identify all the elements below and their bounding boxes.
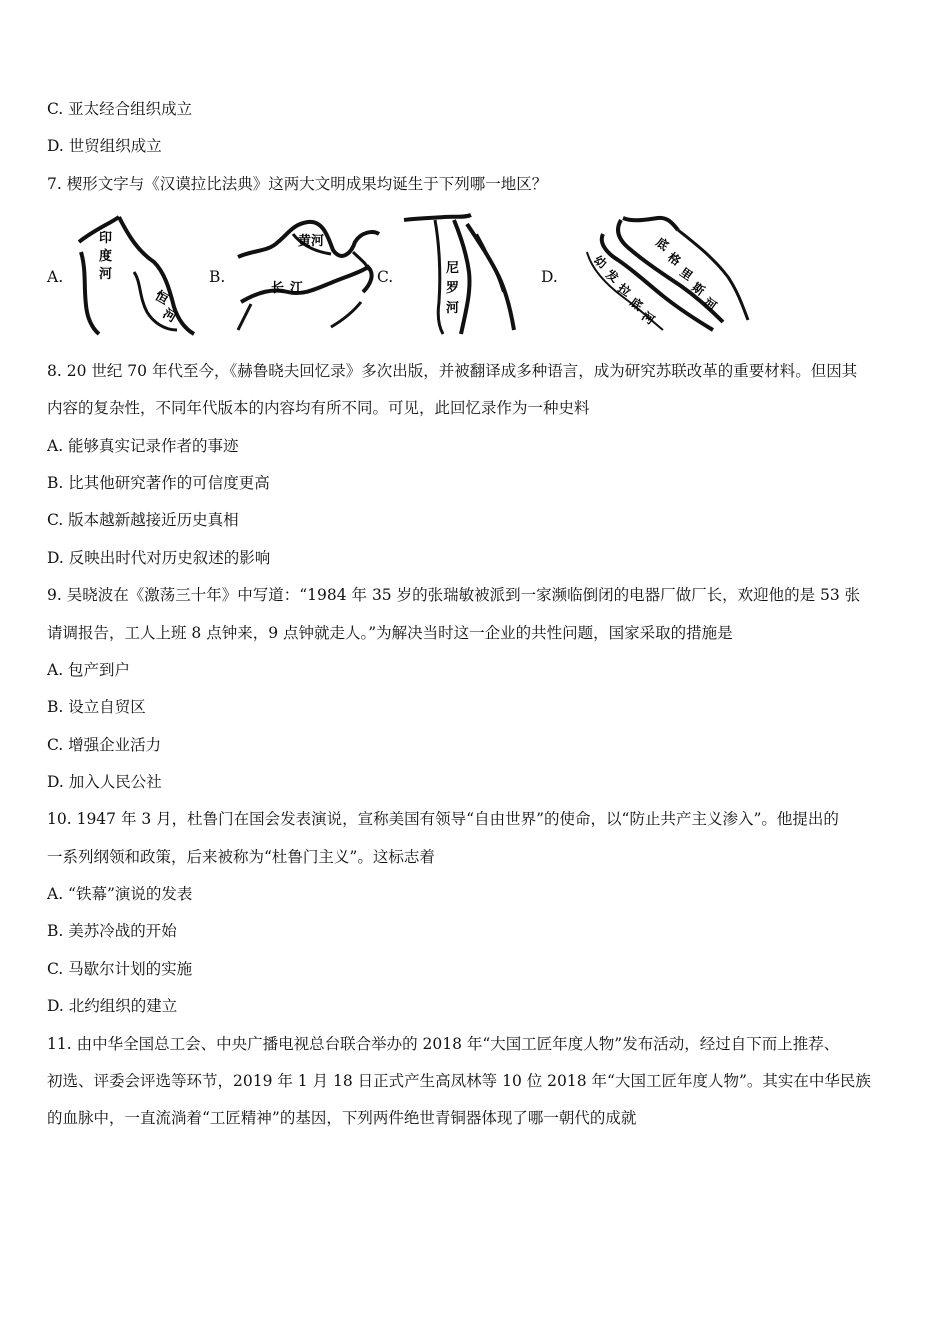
b-river2-label: 长江 <box>271 281 310 296</box>
a-river2-char-1: 恒 <box>152 288 171 308</box>
d-river2-char-5: 河 <box>639 308 658 328</box>
d-river2-char-2: 发 <box>603 266 622 286</box>
d-river2-char-1: 幼 <box>591 252 610 272</box>
question-11-stem-line2: 初选、评委会评选等环节，2019 年 1 月 18 日正式产生高凤林等 10 位 2018 年“大国工匠年度人物”。其实在中华民族 <box>47 1072 871 1090</box>
map-nile <box>399 212 529 337</box>
option-b-label: B. <box>209 268 226 286</box>
d-river1-char-1: 底 <box>653 234 672 254</box>
d-river1-char-2: 格 <box>665 249 684 269</box>
d-river1-char-4: 斯 <box>689 279 708 299</box>
question-10-option-d: D. 北约组织的建立 <box>47 997 178 1015</box>
question-10-stem-line2: 一系列纲领和政策，后来被称为“杜鲁门主义”。这标志着 <box>47 848 435 866</box>
map-tigris-euphrates <box>563 212 753 337</box>
c-river-char-1: 尼 <box>446 261 460 276</box>
a-river1-char-3: 河 <box>99 267 113 282</box>
question-8-option-b: B. 比其他研究著作的可信度更高 <box>47 474 270 492</box>
question-9-option-d: D. 加入人民公社 <box>47 773 162 791</box>
a-river2-char-2: 河 <box>160 306 179 326</box>
question-8-option-a: A. 能够真实记录作者的事迹 <box>47 437 239 455</box>
question-9-stem-line2: 请调报告，工人上班 8 点钟来，9 点钟就走人。”为解决当时这一企业的共性问题，国家采取的措施是 <box>47 624 733 642</box>
option-c-label: C. <box>377 268 394 286</box>
question-10-option-a: A. “铁幕”演说的发表 <box>47 885 193 903</box>
question-8-stem-line1: 8. 20 世纪 70 年代至今，《赫鲁晓夫回忆录》多次出版，并被翻译成多种语言，成为研究苏联改革的重要材料。但因其 <box>47 362 858 380</box>
a-river1-char-2: 度 <box>99 249 113 264</box>
a-river1-char-1: 印 <box>99 231 113 246</box>
option-c-q6: C. 亚太经合组织成立 <box>47 100 193 118</box>
question-9-stem-line1: 9. 吴晓波在《激荡三十年》中写道：“1984 年 35 岁的张瑞敏被派到一家濒临倒闭的电器厂做厂长，欢迎他的是 53 张 <box>47 586 861 604</box>
option-d-q6: D. 世贸组织成立 <box>47 137 162 155</box>
d-river2-char-4: 底 <box>627 294 646 314</box>
question-9-option-b: B. 设立自贸区 <box>47 698 146 716</box>
d-river1-char-5: 河 <box>701 294 720 314</box>
question-8-option-c: C. 版本越新越接近历史真相 <box>47 511 239 529</box>
question-9-option-c: C. 增强企业活力 <box>47 736 162 754</box>
question-11-stem-line1: 11. 由中华全国总工会、中央广播电视总台联合举办的 2018 年“大国工匠年度人物”发布活动，经过自下而上推荐、 <box>47 1035 840 1053</box>
map-yellow-yangtze <box>233 212 383 337</box>
d-river2-char-3: 拉 <box>615 280 634 300</box>
question-9-option-a: A. 包产到户 <box>47 661 131 679</box>
d-river1-char-3: 里 <box>677 264 696 284</box>
c-river-char-3: 河 <box>446 301 460 316</box>
question-7-map-options <box>47 212 907 342</box>
question-10-option-c: C. 马歇尔计划的实施 <box>47 960 193 978</box>
question-11-stem-line3: 的血脉中，一直流淌着“工匠精神”的基因，下列两件绝世青铜器体现了哪一朝代的成就 <box>47 1109 637 1127</box>
map-indus-ganges <box>69 212 199 337</box>
question-8-stem-line2: 内容的复杂性，不同年代版本的内容均有所不同。可见，此回忆录作为一种史料 <box>47 399 590 417</box>
question-8-option-d: D. 反映出时代对历史叙述的影响 <box>47 549 271 567</box>
option-d-label: D. <box>541 268 558 286</box>
question-7-stem: 7. 楔形文字与《汉谟拉比法典》这两大文明成果均诞生于下列哪一地区？ <box>47 175 548 193</box>
c-river-char-2: 罗 <box>446 281 460 296</box>
question-10-stem-line1: 10. 1947 年 3 月，杜鲁门在国会发表演说，宣称美国有领导“自由世界”的使命，以“防止共产主义渗入”。他提出的 <box>47 810 839 828</box>
question-10-option-b: B. 美苏冷战的开始 <box>47 922 177 940</box>
option-a-label: A. <box>47 268 64 286</box>
b-river1-label: 黄河 <box>298 234 325 249</box>
